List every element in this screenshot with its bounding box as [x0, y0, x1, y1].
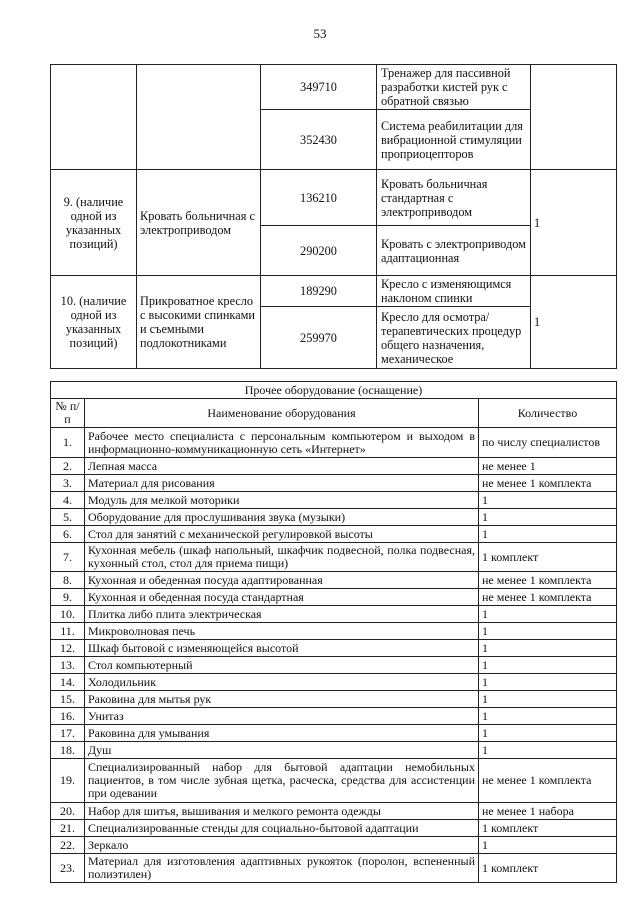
row-name: Кухонная и обеденная посуда адаптированная	[85, 572, 479, 589]
row-name: Плитка либо плита электрическая	[85, 606, 479, 623]
table1-cell-code: 189290	[261, 276, 377, 307]
row-quantity: не менее 1 комплекта	[479, 589, 617, 606]
table1-cell-code: 290200	[261, 226, 377, 276]
table1-cell-code: 259970	[261, 307, 377, 369]
row-name: Унитаз	[85, 708, 479, 725]
section-title-row	[51, 382, 617, 399]
table1-cell-qty	[531, 65, 617, 170]
table1-cell-type: Кровать больничная с электроприводом	[137, 170, 261, 276]
row-number: 18.	[51, 742, 85, 759]
row-name: Раковина для мытья рук	[85, 691, 479, 708]
row-number: 15.	[51, 691, 85, 708]
row-number: 2.	[51, 458, 85, 475]
row-quantity: по числу специалистов	[479, 428, 617, 458]
row-quantity: не менее 1 комплекта	[479, 759, 617, 803]
row-name: Холодильник	[85, 674, 479, 691]
table-row	[51, 475, 617, 492]
table-row	[51, 759, 617, 803]
row-number: 5.	[51, 509, 85, 526]
row-number: 1.	[51, 428, 85, 458]
table-row	[51, 458, 617, 475]
row-number: 3.	[51, 475, 85, 492]
row-name: Лепная масса	[85, 458, 479, 475]
table1-cell-name: Система реабилитации для вибрационной стимуляции проприоцепторов	[377, 110, 531, 170]
row-name: Материал для рисования	[85, 475, 479, 492]
header-qty: Количество	[479, 399, 617, 428]
header-num: № п/п	[51, 399, 85, 428]
table-row	[51, 742, 617, 759]
row-name: Микроволновая печь	[85, 623, 479, 640]
row-quantity: 1 комплект	[479, 854, 617, 883]
table1-cell-num: 9. (наличие одной из указанных позиций)	[51, 170, 137, 276]
row-quantity: 1	[479, 674, 617, 691]
row-number: 16.	[51, 708, 85, 725]
row-name: Стол компьютерный	[85, 657, 479, 674]
table1-cell-qty: 1	[531, 170, 617, 276]
row-quantity: 1	[479, 526, 617, 543]
row-quantity: 1	[479, 623, 617, 640]
row-name: Оборудование для прослушивания звука (музыки)	[85, 509, 479, 526]
row-name: Набор для шитья, вышивания и мелкого ремонта одежды	[85, 803, 479, 820]
row-name: Модуль для мелкой моторики	[85, 492, 479, 509]
other-equipment-table	[50, 381, 617, 883]
row-number: 11.	[51, 623, 85, 640]
table-row	[51, 708, 617, 725]
table1-cell-type	[137, 65, 261, 170]
row-number: 20.	[51, 803, 85, 820]
row-quantity: не менее 1 набора	[479, 803, 617, 820]
row-name: Раковина для умывания	[85, 725, 479, 742]
table1-cell-type: Прикроватное кресло с высокими спинками и съемными подлокотниками	[137, 276, 261, 369]
row-quantity: 1	[479, 657, 617, 674]
row-number: 9.	[51, 589, 85, 606]
table-row	[51, 803, 617, 820]
row-number: 12.	[51, 640, 85, 657]
table1-cell-name: Тренажер для пассивной разработки кистей рук с обратной связью	[377, 65, 531, 110]
row-name: Кухонная и обеденная посуда стандартная	[85, 589, 479, 606]
row-number: 22.	[51, 837, 85, 854]
table-row	[51, 837, 617, 854]
table1-cell-name: Кресло для осмотра/ терапевтических процедур общего назначения, механическое	[377, 307, 531, 369]
table1-cell-num: 10. (наличие одной из указанных позиций)	[51, 276, 137, 369]
row-number: 7.	[51, 543, 85, 572]
table1-cell-code: 352430	[261, 110, 377, 170]
row-name: Специализированный набор для бытовой адаптации немобильных пациентов, в том числе зубная щетка, расческа, средства для ассистенции при одевании	[85, 759, 479, 803]
row-name: Шкаф бытовой с изменяющейся высотой	[85, 640, 479, 657]
row-quantity: 1	[479, 492, 617, 509]
table-row	[51, 509, 617, 526]
page-number: 53	[313, 26, 327, 41]
row-number: 13.	[51, 657, 85, 674]
row-name: Кухонная мебель (шкаф напольный, шкафчик подвесной, полка подвесная, кухонный стол, стол для приема пищи)	[85, 543, 479, 572]
row-quantity: 1	[479, 837, 617, 854]
table1-cell-code: 349710	[261, 65, 377, 110]
row-quantity: 1 комплект	[479, 543, 617, 572]
row-quantity: 1	[479, 725, 617, 742]
table-row	[51, 543, 617, 572]
table-row	[51, 526, 617, 543]
table-row	[51, 428, 617, 458]
row-name: Зеркало	[85, 837, 479, 854]
row-quantity: 1	[479, 708, 617, 725]
table1-cell-name: Кровать с электроприводом адаптационная	[377, 226, 531, 276]
row-number: 8.	[51, 572, 85, 589]
equipment-table-continued	[50, 64, 617, 369]
table-row	[51, 623, 617, 640]
table-row	[51, 725, 617, 742]
table1-cell-qty: 1	[531, 276, 617, 369]
table-row	[51, 657, 617, 674]
row-quantity: 1	[479, 509, 617, 526]
header-name: Наименование оборудования	[85, 399, 479, 428]
row-number: 23.	[51, 854, 85, 883]
table-row	[51, 674, 617, 691]
table-row	[51, 691, 617, 708]
row-number: 4.	[51, 492, 85, 509]
row-quantity: 1	[479, 606, 617, 623]
row-quantity: 1	[479, 640, 617, 657]
row-number: 10.	[51, 606, 85, 623]
row-name: Материал для изготовления адаптивных рукояток (поролон, вспененный полиэтилен)	[85, 854, 479, 883]
table1-cell-code: 136210	[261, 170, 377, 226]
row-quantity: не менее 1	[479, 458, 617, 475]
row-quantity: 1 комплект	[479, 820, 617, 837]
row-name: Душ	[85, 742, 479, 759]
row-number: 14.	[51, 674, 85, 691]
row-quantity: не менее 1 комплекта	[479, 475, 617, 492]
row-quantity: 1	[479, 742, 617, 759]
table-row	[51, 854, 617, 883]
row-name: Стол для занятий с механической регулировкой высоты	[85, 526, 479, 543]
table1-cell-num	[51, 65, 137, 170]
row-number: 6.	[51, 526, 85, 543]
row-name: Специализированные стенды для социально-бытовой адаптации	[85, 820, 479, 837]
row-quantity: 1	[479, 691, 617, 708]
header-row	[51, 399, 617, 428]
table-row	[51, 589, 617, 606]
row-name: Рабочее место специалиста с персональным компьютером и выходом в информационно-коммуникационную сеть «Интернет»	[85, 428, 479, 458]
table-row	[51, 820, 617, 837]
row-number: 19.	[51, 759, 85, 803]
row-quantity: не менее 1 комплекта	[479, 572, 617, 589]
row-number: 21.	[51, 820, 85, 837]
table1-cell-name: Кровать больничная стандартная с электроприводом	[377, 170, 531, 226]
section-title: Прочее оборудование (оснащение)	[51, 382, 617, 399]
table1-cell-name: Кресло с изменяющимся наклоном спинки	[377, 276, 531, 307]
table-row	[51, 606, 617, 623]
table-row	[51, 492, 617, 509]
table-row	[51, 572, 617, 589]
row-number: 17.	[51, 725, 85, 742]
table-row	[51, 640, 617, 657]
